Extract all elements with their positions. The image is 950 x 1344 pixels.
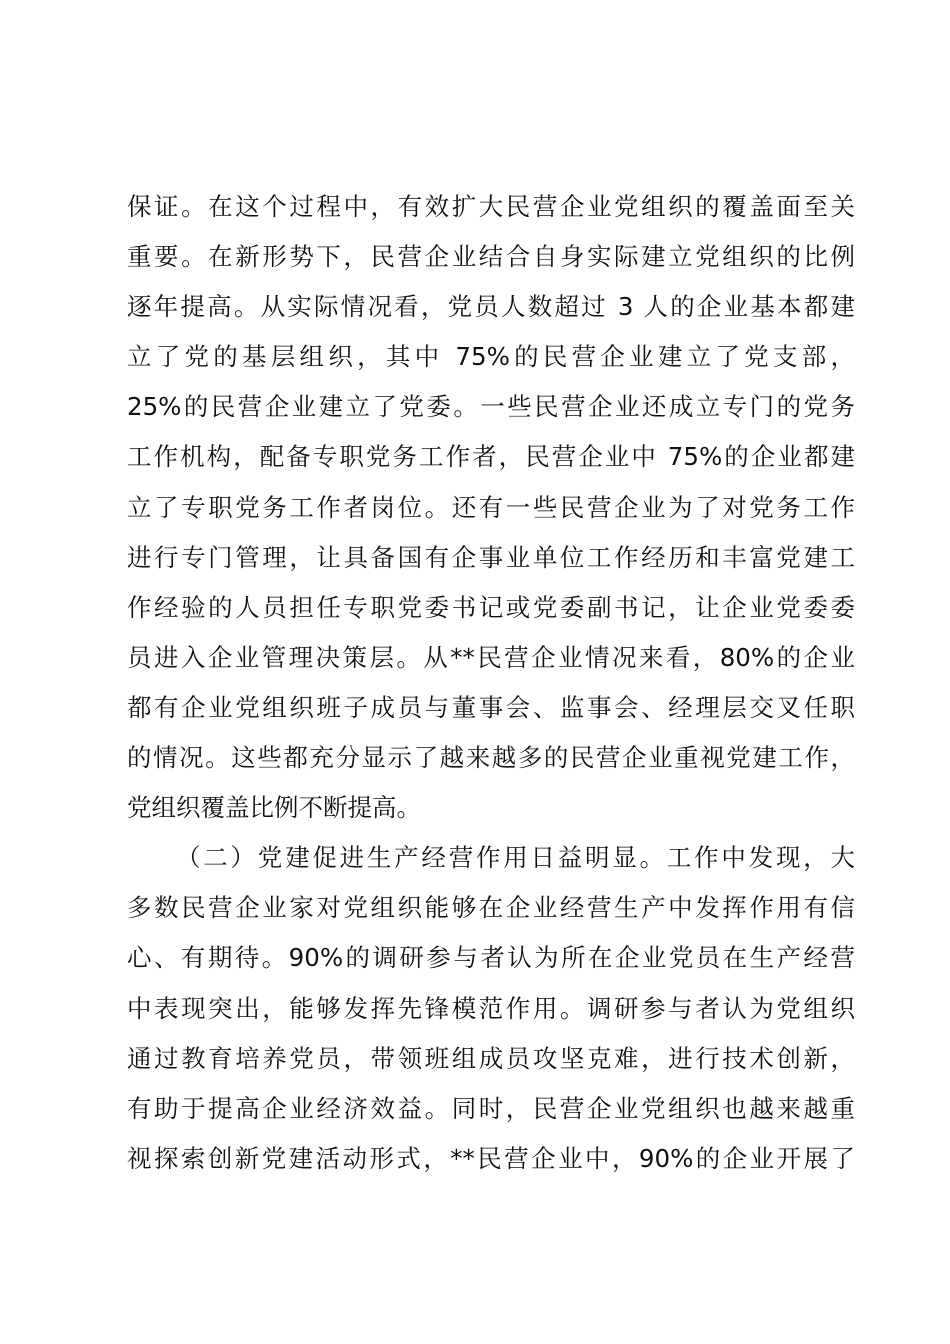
text-line: 作经验的人员担任专职党委书记或党委副书记，让企业党委委 <box>127 592 855 622</box>
section-heading-line: （二）党建促进生产经营作用日益明显。工作中发现，大 <box>176 843 855 873</box>
text-line: 重要。在新形势下，民营企业结合自身实际建立党组织的比例 <box>127 242 855 272</box>
paragraph-1 <box>127 182 855 833</box>
text-line: 逐年提高。从实际情况看，党员人数超过 3 人的企业基本都建 <box>127 292 855 322</box>
text-line: 通过教育培养党员，带领班组成员攻坚克难，进行技术创新， <box>127 1043 855 1073</box>
document-body <box>127 182 855 1184</box>
text-line: 有助于提高企业经济效益。同时，民营企业党组织也越来越重 <box>127 1093 855 1123</box>
paragraph-2 <box>127 833 855 1184</box>
text-line: 多数民营企业家对党组织能够在企业经营生产中发挥作用有信 <box>127 893 855 923</box>
text-line: 员进入企业管理决策层。从**民营企业情况来看，80%的企业 <box>127 642 855 672</box>
text-line: 视探索创新党建活动形式，**民营企业中，90%的企业开展了 <box>127 1143 855 1173</box>
text-line: 党组织覆盖比例不断提高。 <box>127 793 421 823</box>
text-line: 进行专门管理，让具备国有企事业单位工作经历和丰富党建工 <box>127 542 855 572</box>
text-line: 保证。在这个过程中，有效扩大民营企业党组织的覆盖面至关 <box>127 192 855 221</box>
text-line: 中表现突出，能够发挥先锋模范作用。调研参与者认为党组织 <box>127 993 855 1023</box>
text-line: 的情况。这些都充分显示了越来越多的民营企业重视党建工作， <box>127 743 855 773</box>
text-line: 立了党的基层组织，其中 75%的民营企业建立了党支部， <box>127 342 855 372</box>
text-line: 25%的民营企业建立了党委。一些民营企业还成立专门的党务 <box>127 392 855 422</box>
text-line: 立了专职党务工作者岗位。还有一些民营企业为了对党务工作 <box>127 492 855 522</box>
text-line: 都有企业党组织班子成员与董事会、监事会、经理层交叉任职 <box>127 692 855 722</box>
text-line: 心、有期待。90%的调研参与者认为所在企业党员在生产经营 <box>127 943 855 973</box>
text-line: 工作机构，配备专职党务工作者，民营企业中 75%的企业都建 <box>127 442 855 472</box>
